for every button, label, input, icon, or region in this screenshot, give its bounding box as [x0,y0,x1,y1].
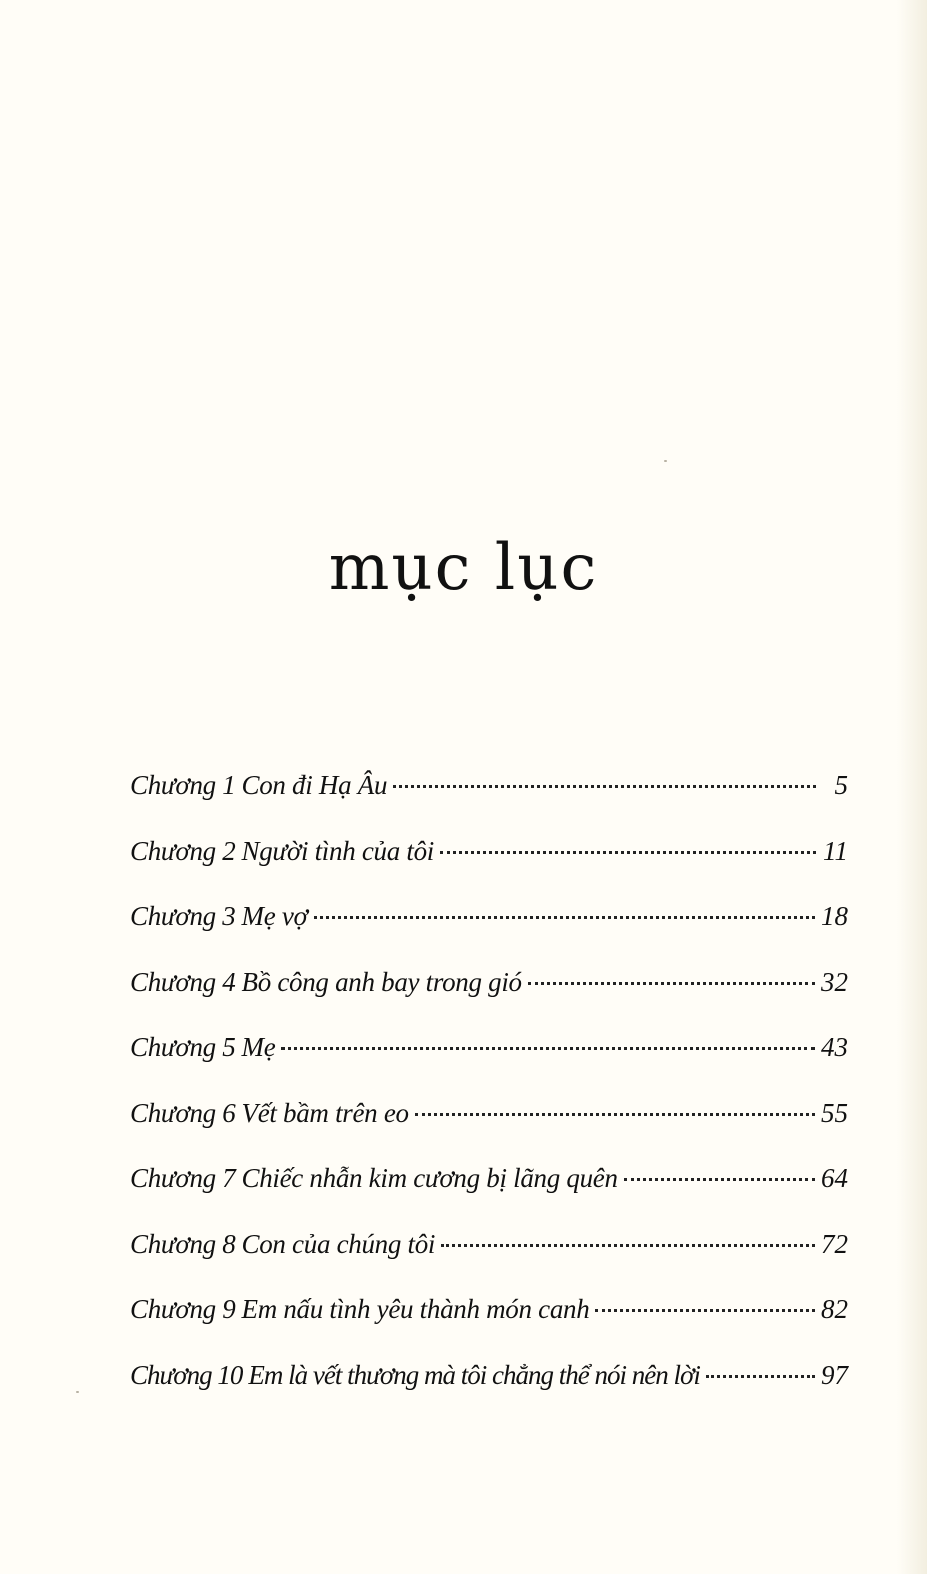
page-title: mục lục [328,531,599,605]
toc-entry[interactable] [130,1088,848,1154]
toc-entry[interactable] [130,891,848,957]
page-edge-shadow [897,0,927,1574]
toc-label [130,1022,275,1072]
toc-chapter-name: Em nấu tình yêu thành món canh [241,1294,590,1324]
toc-chapter-name: Em là vết thương mà tôi chẳng thể nói nên lời [248,1359,700,1390]
toc-dot-leader [528,982,815,985]
toc-chapter-name: Bồ công anh bay trong gió [241,966,522,997]
toc-chapter-number: Chương 8 [130,1228,236,1259]
toc-page-number: 11 [823,835,848,866]
toc-page-number: 97 [821,1359,848,1390]
toc-page-number: 18 [821,901,848,931]
table-of-contents [130,760,848,1415]
toc-chapter-number: Chương 1 [130,770,236,800]
toc-entry[interactable] [130,826,848,892]
toc-entry[interactable] [130,1219,848,1285]
toc-chapter-name: Vết bầm trên eo [241,1097,409,1128]
toc-dot-leader [595,1309,815,1312]
toc-entry[interactable] [130,1284,848,1350]
toc-dot-leader [393,785,816,788]
paper-speck [664,460,667,462]
toc-entry[interactable] [130,760,848,826]
toc-dot-leader [415,1113,815,1116]
toc-page-number: 64 [821,1163,848,1193]
toc-page-number: 5 [834,770,848,800]
toc-chapter-name: Mẹ [241,1032,276,1062]
toc-label [130,891,308,941]
toc-label [130,760,387,810]
toc-chapter-number: Chương 3 [130,901,236,931]
toc-entry[interactable] [130,1350,848,1416]
toc-entry[interactable] [130,957,848,1023]
toc-chapter-name: Con đi Hạ Âu [241,770,388,800]
toc-label [130,1350,700,1400]
toc-page-number: 55 [821,1097,848,1128]
toc-page-number: 43 [821,1032,848,1062]
toc-chapter-number: Chương 7 [130,1163,236,1193]
paper-speck [76,1391,79,1393]
toc-dot-leader [441,1244,815,1247]
toc-label [130,1153,618,1203]
toc-dot-leader [314,916,815,919]
toc-chapter-name: Mẹ vợ [241,901,308,931]
toc-chapter-name: Con của chúng tôi [241,1228,436,1259]
toc-chapter-number: Chương 4 [130,966,236,997]
toc-dot-leader [706,1375,815,1378]
toc-label [130,1219,435,1269]
toc-page-number: 32 [821,966,848,997]
toc-entry[interactable] [130,1022,848,1088]
toc-label [130,1284,589,1334]
toc-chapter-number: Chương 9 [130,1294,236,1324]
toc-chapter-number: Chương 10 [130,1359,243,1390]
toc-chapter-number: Chương 6 [130,1097,236,1128]
toc-chapter-name: Người tình của tôi [241,835,434,866]
toc-page-number: 72 [821,1228,848,1259]
toc-chapter-name: Chiếc nhẫn kim cương bị lãng quên [241,1163,618,1193]
toc-label [130,957,522,1007]
toc-chapter-number: Chương 5 [130,1032,236,1062]
toc-dot-leader [440,851,816,854]
toc-chapter-number: Chương 2 [130,835,236,866]
toc-dot-leader [624,1178,815,1181]
toc-entry[interactable] [130,1153,848,1219]
toc-label [130,826,434,876]
toc-page-number: 82 [821,1294,848,1324]
toc-label [130,1088,409,1138]
toc-dot-leader [281,1047,815,1050]
